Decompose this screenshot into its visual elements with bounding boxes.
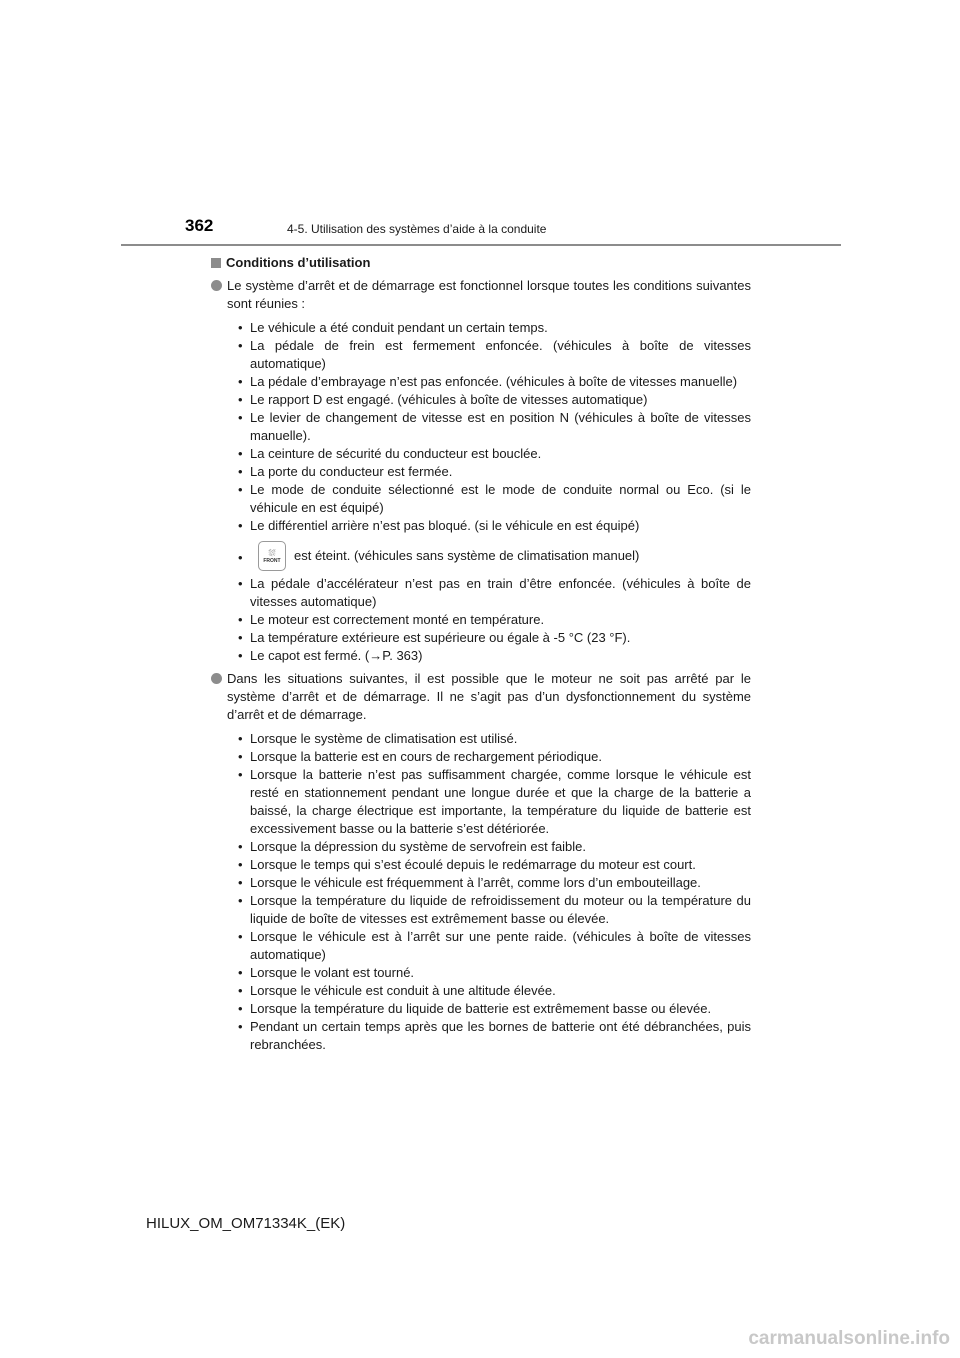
list-item: • Lorsque le temps qui s’est écoulé depuis le redémarrage du moteur est court. — [238, 857, 696, 872]
list-item: • Lorsque le volant est tourné. — [238, 965, 415, 980]
situations-list — [211, 730, 751, 1054]
list-item: • Le capot est fermé. (→P. 363) — [238, 648, 423, 663]
document-code: HILUX_OM_OM71334K_(EK) — [146, 1215, 346, 1232]
paragraph-text: Dans les situations suivantes, il est possible que le moteur ne soit pas arrêté par le système d’arrêt et de démarrage. Il ne s’agit pas d’un dysfonctionnement du système d’arrêt et de démarrage. — [227, 671, 751, 722]
list-item: • Le rapport D est engagé. (véhicules à boîte de vitesses automatique) — [238, 392, 648, 407]
section-heading — [211, 254, 751, 272]
list-item: • Le différentiel arrière n’est pas bloqué. (si le véhicule en est équipé) — [238, 518, 640, 533]
page-number: 362 — [185, 216, 214, 235]
list-item-with-icon: • ⛆ FRONT est éteint. (véhicules sans système de climatisation manuel) — [238, 541, 751, 571]
conditions-list — [211, 319, 751, 665]
header-rule — [121, 244, 841, 246]
list-item: • Lorsque la dépression du système de servofrein est faible. — [238, 839, 587, 854]
list-item: • Lorsque la batterie est en cours de rechargement périodique. — [238, 749, 602, 764]
list-item: • Pendant un certain temps après que les bornes de batterie ont été débranchées, puis rebranchées. — [238, 1019, 751, 1052]
list-item: • Lorsque la température du liquide de batterie est extrêmement basse ou élevée. — [238, 1001, 712, 1016]
list-item: • Le levier de changement de vitesse est en position N (véhicules à boîte de vitesses manuelle). — [238, 410, 751, 443]
list-item: • Lorsque le véhicule est à l’arrêt sur une pente raide. (véhicules à boîte de vitesses automatique) — [238, 929, 751, 962]
paragraph-situations — [211, 670, 751, 724]
square-bullet-icon — [211, 258, 221, 268]
list-item: • La porte du conducteur est fermée. — [238, 464, 453, 479]
front-defogger-button-icon: ⛆ FRONT — [258, 541, 286, 571]
list-item: • Lorsque le véhicule est conduit à une altitude élevée. — [238, 983, 556, 998]
chapter-title: 4-5. Utilisation des systèmes d’aide à la conduite — [287, 222, 547, 236]
list-item: • Lorsque la batterie n’est pas suffisamment chargée, comme lorsque le véhicule est resté en stationnement pendant une longue durée et que la charge de la batterie a baissé, la charge électrique est importante, la température du liquide de batterie est excessivement basse ou la batterie s’est détériorée. — [238, 767, 751, 836]
list-item: • Le mode de conduite sélectionné est le mode de conduite normal ou Eco. (si le véhicule en est équipé) — [238, 482, 751, 515]
list-item: • Lorsque le système de climatisation est utilisé. — [238, 731, 518, 746]
list-item: • Lorsque le véhicule est fréquemment à l’arrêt, comme lors d’un embouteillage. — [238, 875, 701, 890]
list-item: • La ceinture de sécurité du conducteur est bouclée. — [238, 446, 542, 461]
list-item: • La température extérieure est supérieure ou égale à -5 °C (23 °F). — [238, 630, 631, 645]
list-item: • Lorsque la température du liquide de refroidissement du moteur ou la température du liquide de boîte de vitesses est extrêmement basse ou élevée. — [238, 893, 751, 926]
circle-bullet-icon — [211, 280, 222, 291]
circle-bullet-icon — [211, 673, 222, 684]
main-content — [211, 254, 751, 1059]
watermark: carmanualsonline.info — [748, 1328, 950, 1349]
paragraph-text: Le système d’arrêt et de démarrage est fonctionnel lorsque toutes les conditions suivantes sont réunies : — [227, 278, 751, 311]
list-item: • Le véhicule a été conduit pendant un certain temps. — [238, 320, 548, 335]
list-item: • La pédale d’embrayage n’est pas enfoncée. (véhicules à boîte de vitesses manuelle) — [238, 374, 738, 389]
section-heading-text: Conditions d’utilisation — [226, 255, 371, 270]
list-item: • La pédale de frein est fermement enfoncée. (véhicules à boîte de vitesses automatique) — [238, 338, 751, 371]
paragraph-conditions — [211, 277, 751, 313]
list-item: • Le moteur est correctement monté en température. — [238, 612, 545, 627]
list-item: • La pédale d’accélérateur n’est pas en train d’être enfoncée. (véhicules à boîte de vitesses automatique) — [238, 576, 751, 609]
